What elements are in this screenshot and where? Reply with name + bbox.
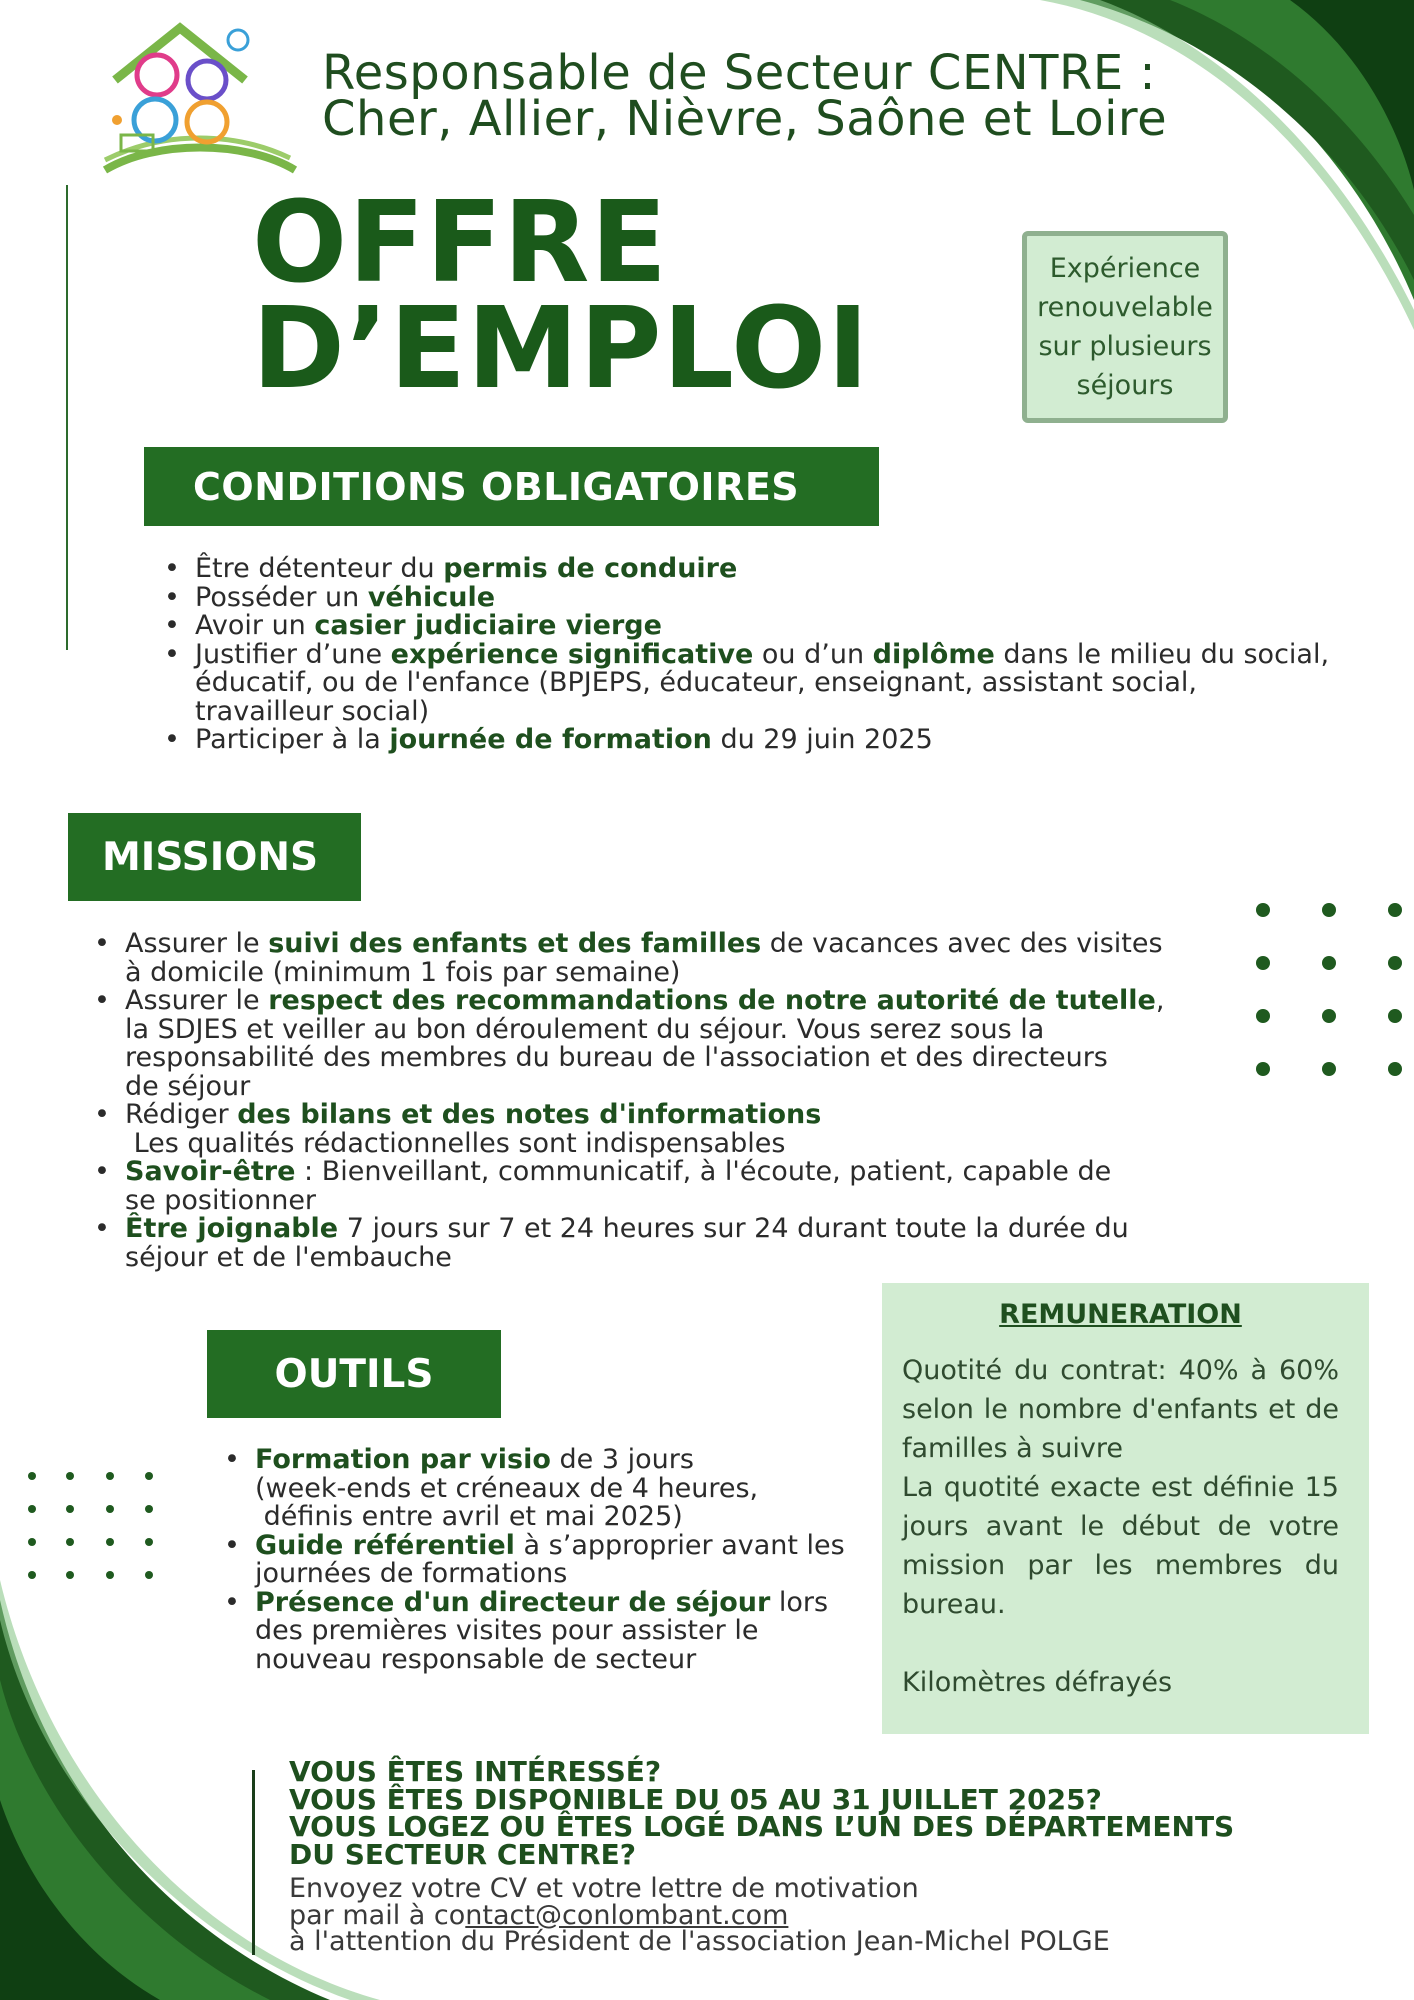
remuneration-quotite: Quotité du contrat: 40% à 60% selon le nombre d'enfants et de familles à suivre bbox=[902, 1355, 1339, 1464]
cta-question-4: DU SECTEUR CENTRE? bbox=[289, 1837, 636, 1871]
cta-instructions bbox=[289, 1873, 1110, 1957]
list-item: • Présence d'un directeur de séjour lors des premières visites pour assister le nouveau responsable de secteur bbox=[224, 1589, 845, 1675]
remuneration-km: Kilomètres défrayés bbox=[902, 1667, 1173, 1698]
list-item: • Assurer le respect des recommandations de notre autorité de tutelle, la SDJES et veiller au bon déroulement du séjour. Vous serez sous la responsabilité des membres du bureau de l'association et des directeurs de séjour bbox=[94, 987, 1164, 1101]
list-item: • Savoir-être : Bienveillant, communicatif, à l'écoute, patient, capable de se positionner bbox=[94, 1158, 1164, 1215]
cta-line-2: par mail à contact@conlombant.com bbox=[289, 1899, 789, 1931]
outils-banner: OUTILS bbox=[207, 1330, 501, 1418]
conditions-banner: CONDITIONS OBLIGATOIRES bbox=[144, 447, 879, 526]
experience-badge: Expérience renouvelable sur plusieurs séjours bbox=[1022, 231, 1228, 423]
cta-questions bbox=[289, 1755, 1235, 1871]
sector-line1: Responsable de Secteur CENTRE : bbox=[322, 45, 1157, 101]
contact-email-link[interactable]: ntact@conlombant.com bbox=[465, 1899, 789, 1931]
missions-banner: MISSIONS bbox=[68, 813, 361, 901]
title-line2: D’EMPLOI bbox=[252, 284, 870, 414]
list-item: • Participer à la journée de formation du 29 juin 2025 bbox=[164, 726, 1329, 755]
page-title bbox=[252, 178, 870, 414]
association-logo bbox=[95, 20, 300, 180]
outils-list bbox=[224, 1446, 845, 1674]
sector-line2: Cher, Allier, Nièvre, Saône et Loire bbox=[322, 91, 1168, 147]
list-item: • Assurer le suivi des enfants et des familles de vacances avec des visites à domicile (minimum 1 fois par semaine) bbox=[94, 930, 1164, 987]
cta-question-2: VOUS ÊTES DISPONIBLE DU 05 AU 31 JUILLET 2025? bbox=[289, 1782, 1102, 1816]
remuneration-panel bbox=[882, 1283, 1369, 1734]
cta-line-3: à l'attention du Président de l'association Jean-Michel POLGE bbox=[289, 1926, 1110, 1957]
conditions-list bbox=[164, 555, 1329, 755]
title-line1: OFFRE bbox=[252, 178, 668, 308]
list-item: • Guide référentiel à s’approprier avant les journées de formations bbox=[224, 1532, 845, 1589]
list-item: • Être joignable 7 jours sur 7 et 24 heures sur 24 durant toute la durée du séjour et de l'embauche bbox=[94, 1215, 1164, 1272]
list-item: • Justifier d’une expérience significative ou d’un diplôme dans le milieu du social, éducatif, ou de l'enfance (BPJEPS, éducateur, enseignant, assistant social, travailleur social) bbox=[164, 641, 1329, 727]
cta-line-1: Envoyez votre CV et votre lettre de motivation bbox=[289, 1873, 919, 1904]
vertical-divider bbox=[66, 185, 68, 650]
remuneration-title: REMUNERATION bbox=[999, 1299, 1242, 1330]
list-item: • Posséder un véhicule bbox=[164, 584, 1329, 613]
list-item: • Formation par visio de 3 jours (week-ends et créneaux de 4 heures, définis entre avril et mai 2025) bbox=[224, 1446, 845, 1532]
list-item: • Rédiger des bilans et des notes d'informations Les qualités rédactionnelles sont indispensables bbox=[94, 1101, 1164, 1158]
sector-heading bbox=[322, 45, 1168, 147]
cta-divider bbox=[252, 1770, 255, 1955]
remuneration-definition: La quotité exacte est définie 15 jours avant le début de votre mission par les membres du bureau. bbox=[902, 1472, 1339, 1620]
cta-question-1: VOUS ÊTES INTÉRESSÉ? bbox=[289, 1755, 662, 1788]
list-item: • Être détenteur du permis de conduire bbox=[164, 555, 1329, 584]
cta-question-3: VOUS LOGEZ OU ÊTES LOGÉ DANS L’UN DES DÉPARTEMENTS bbox=[289, 1810, 1235, 1843]
missions-list bbox=[94, 930, 1164, 1272]
list-item: • Avoir un casier judiciaire vierge bbox=[164, 612, 1329, 641]
